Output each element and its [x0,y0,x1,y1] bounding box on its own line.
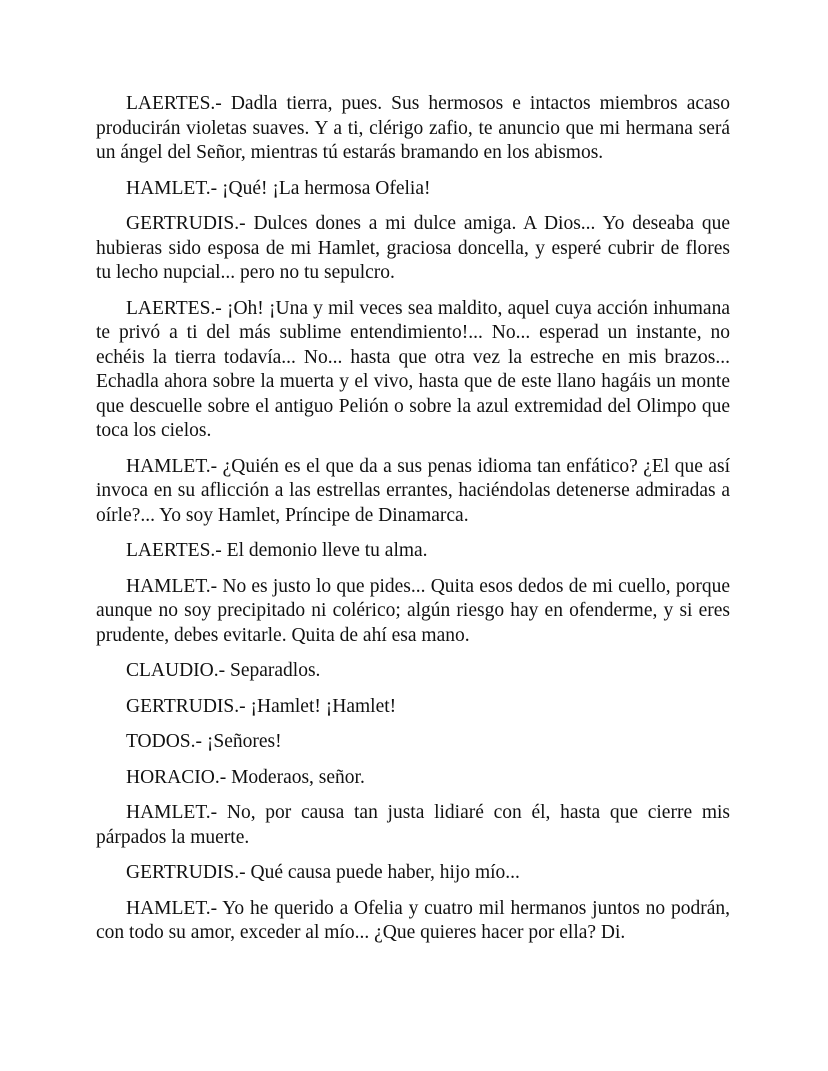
dialogue-paragraph: GERTRUDIS.- Dulces dones a mi dulce amiga. A Dios... Yo deseaba que hubieras sido esposa de mi Hamlet, graciosa doncella, y esperé cubrir de flores tu lecho nupcial... pero no tu sepulcro. [96,213,730,283]
dialogue-paragraph: LAERTES.- Dadla tierra, pues. Sus hermosos e intactos miembros acaso producirán violetas suaves. Y a ti, clérigo zafio, te anuncio que mi hermana será un ángel del Señor, mientras tú estarás bramando en los abismos. [96,93,730,163]
dialogue-paragraph: TODOS.- ¡Señores! [126,731,282,752]
dialogue-paragraph: HAMLET.- Yo he querido a Ofelia y cuatro mil hermanos juntos no podrán, con todo su amor, exceder al mío... ¿Que quieres hacer por ella? Di. [96,897,730,943]
dialogue-paragraph: HAMLET.- ¡Qué! ¡La hermosa Ofelia! [126,177,431,199]
dialogue-paragraph: HAMLET.- No es justo lo que pides... Quita esos dedos de mi cuello, porque aunque no soy precipitado ni colérico; algún riesgo hay en ofenderme, y si eres prudente, debes evitarle. Quita de ahí esa mano. [96,575,730,646]
document-page [96,92,730,957]
dialogue-paragraph: LAERTES.- El demonio lleve tu alma. [126,540,428,561]
dialogue-paragraph: HAMLET.- No, por causa tan justa lidiaré con él, hasta que cierre mis párpados la muerte. [96,802,730,848]
dialogue-paragraph: GERTRUDIS.- Qué causa puede haber, hijo mío... [126,862,520,883]
dialogue-paragraph: HAMLET.- ¿Quién es el que da a sus penas idioma tan enfático? ¿El que así invoca en su aflicción a las estrellas errantes, haciéndolas detenerse admiradas a oírle?... Yo soy Hamlet, Príncipe de Dinamarca. [96,455,730,526]
dialogue-paragraph: CLAUDIO.- Separadlos. [126,660,321,681]
dialogue-paragraph: GERTRUDIS.- ¡Hamlet! ¡Hamlet! [126,695,397,717]
dialogue-paragraph: LAERTES.- ¡Oh! ¡Una y mil veces sea maldito, aquel cuya acción inhumana te privó a ti del más sublime entendimiento!... No... esperad un instante, no echéis la tierra todavía... No... hasta que otra vez la estreche en mis brazos... Echadla ahora sobre la muerta y el vivo, hasta que de este llano hagáis un monte que descuelle sobre el antiguo Pelión o sobre la azul extremidad del Olimpo que toca los cielos. [96,297,730,441]
dialogue-paragraph: HORACIO.- Moderaos, señor. [126,766,365,788]
